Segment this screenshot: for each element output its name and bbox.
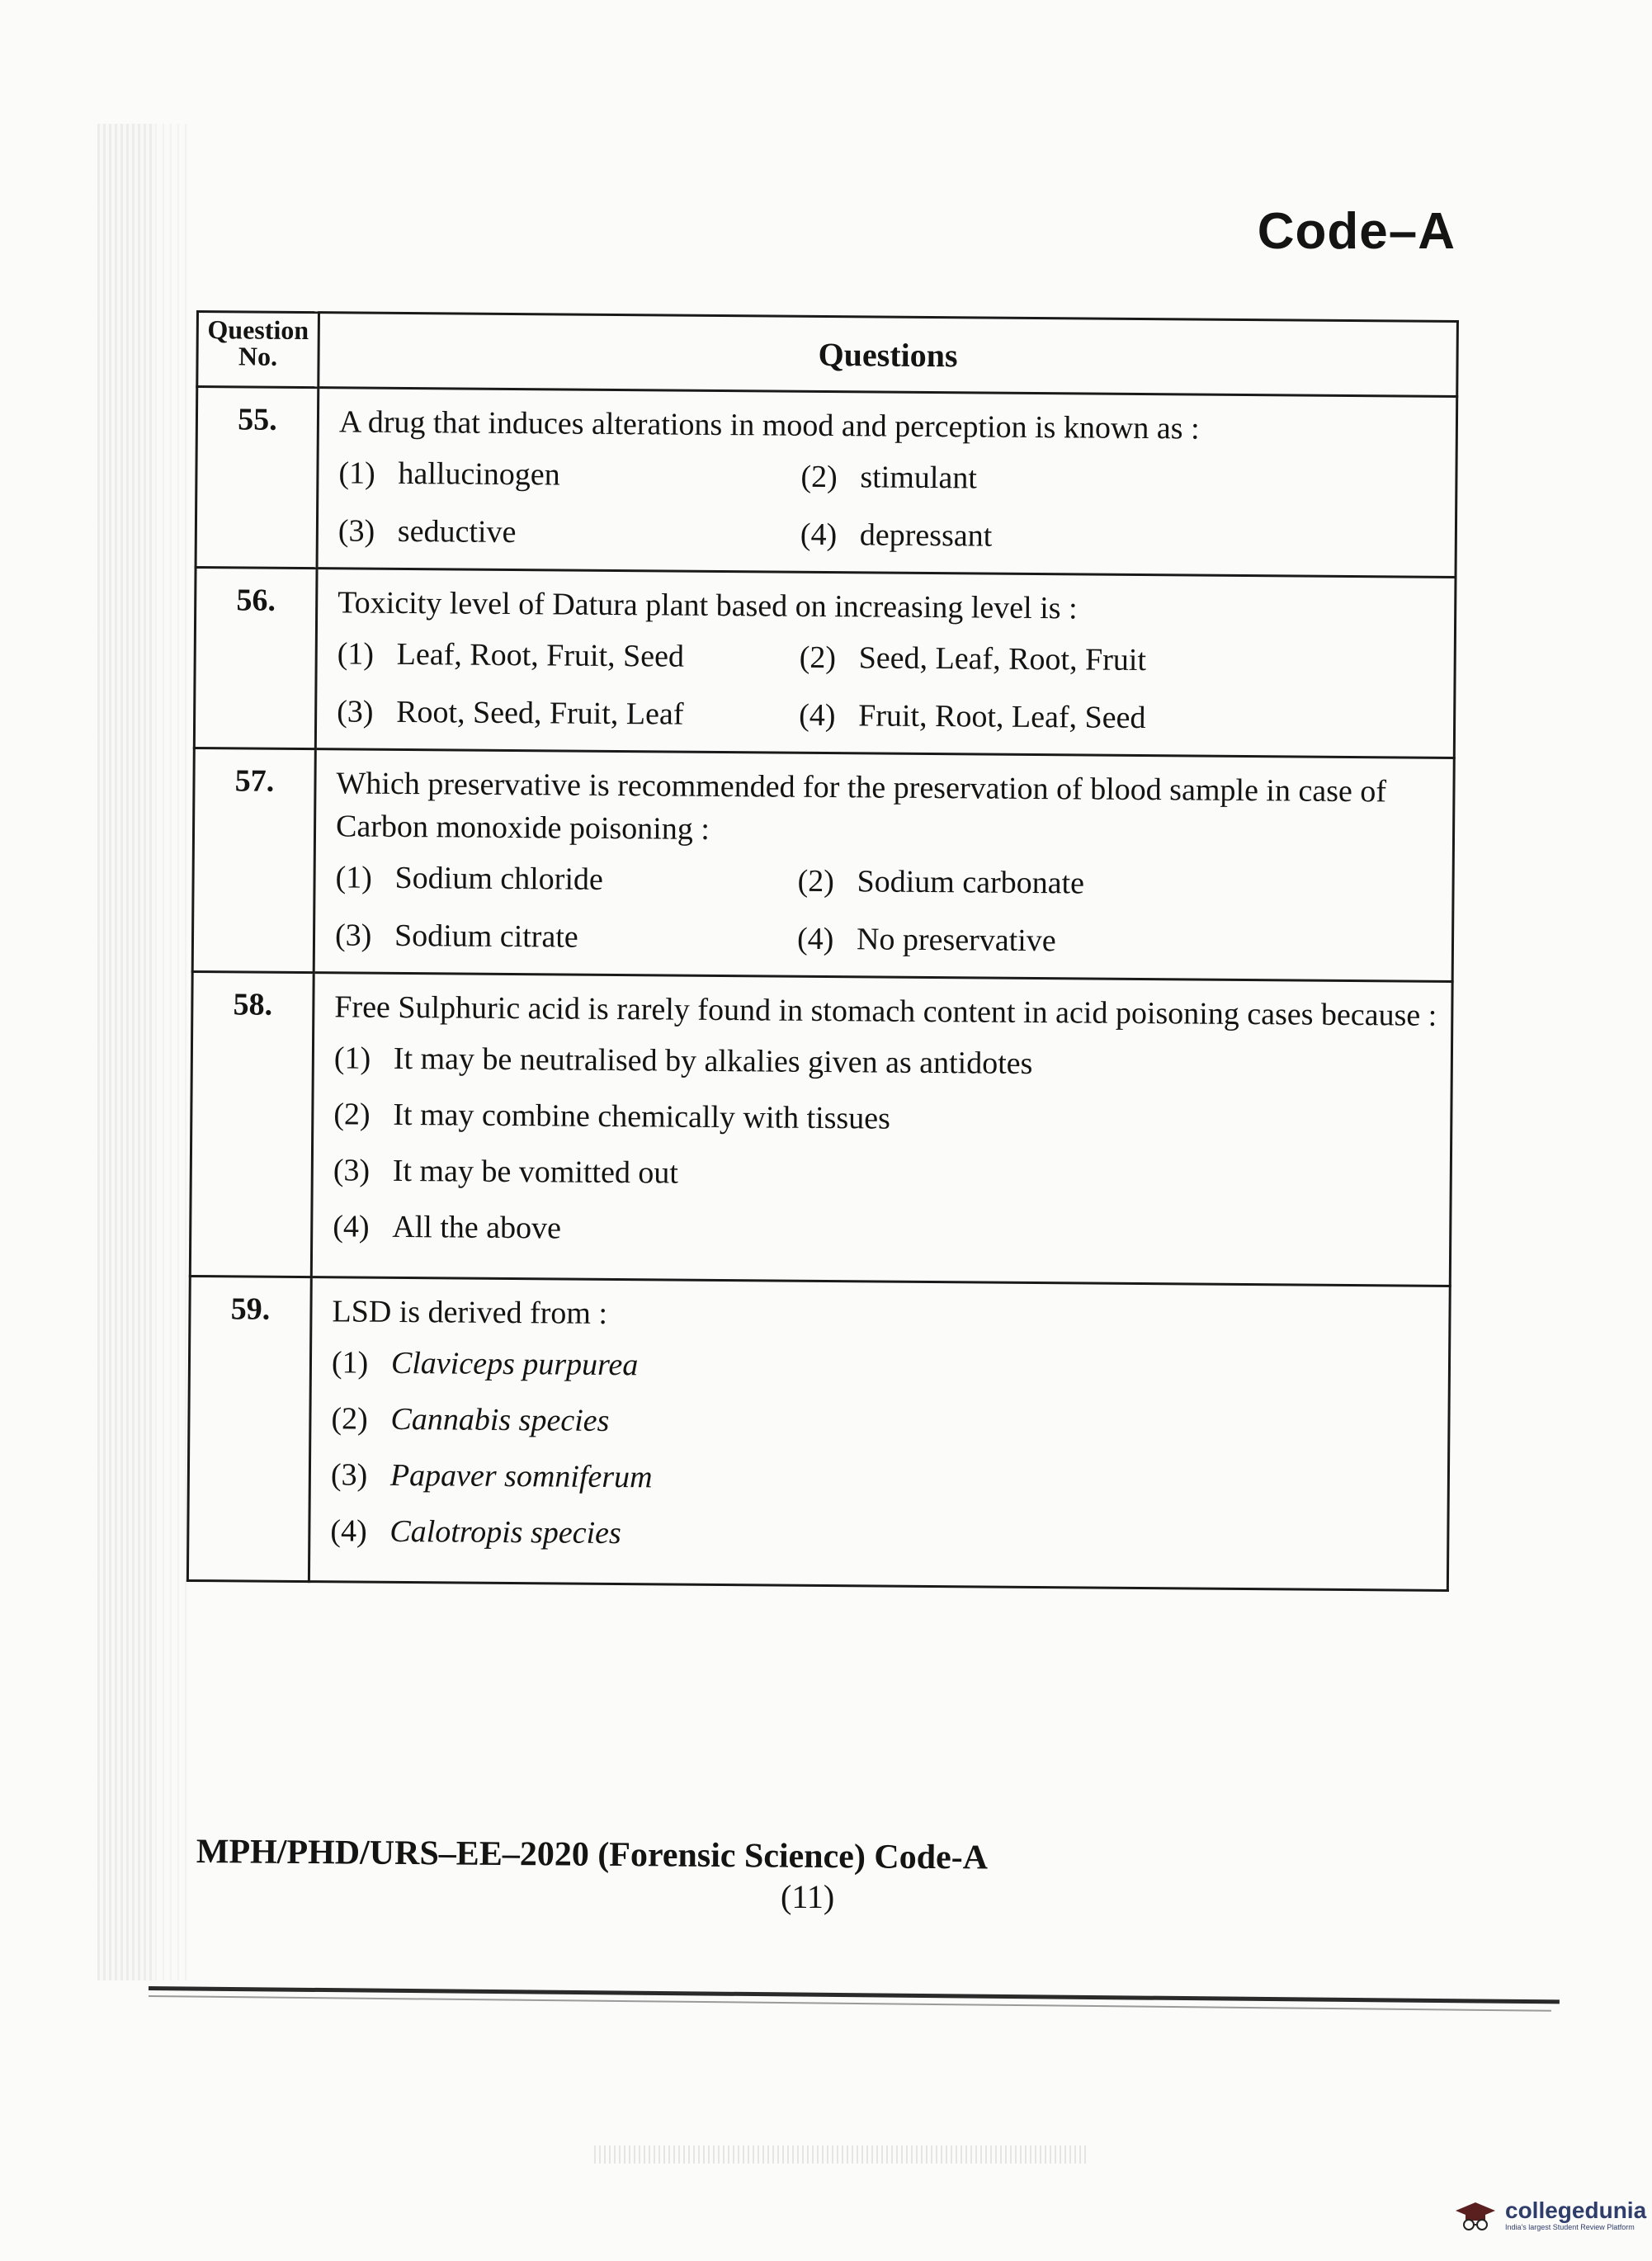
option-text: Seed, Leaf, Root, Fruit (858, 640, 1147, 678)
option-label: (4) (799, 697, 836, 734)
column-header-number: Question No. (197, 312, 319, 388)
answer-option (335, 913, 797, 960)
scan-edge-shadow (97, 124, 155, 1980)
answer-option (337, 632, 800, 678)
option-list (338, 451, 1444, 561)
question-table (186, 310, 1459, 1592)
question-stem: LSD is derived from : (332, 1294, 608, 1331)
option-label: (1) (333, 1041, 371, 1076)
option-label: (3) (333, 1153, 371, 1188)
answer-option (333, 1205, 1437, 1257)
question-number: 57. (192, 748, 315, 972)
answer-option (797, 860, 1440, 908)
scan-edge-shadow-inner (155, 124, 188, 1980)
column-header-questions: Questions (319, 313, 1458, 397)
question-number: 55. (196, 387, 319, 569)
answer-option (330, 1509, 1435, 1561)
question-body (317, 388, 1457, 578)
question-row (192, 748, 1454, 981)
question-stem: Free Sulphuric acid is rarely found in stomach content in acid poisoning cases because : (334, 989, 1437, 1033)
option-label: (4) (796, 921, 834, 957)
option-text: It may combine chemically with tissues (393, 1097, 891, 1136)
option-label: (4) (333, 1209, 370, 1244)
question-body (309, 1277, 1450, 1591)
answer-option (335, 856, 797, 902)
option-label: (1) (338, 456, 375, 491)
option-text: Leaf, Root, Fruit, Seed (396, 636, 685, 674)
option-text: Claviceps purpurea (390, 1345, 639, 1383)
option-label: (3) (330, 1457, 368, 1493)
option-label: (3) (334, 918, 372, 953)
question-body (315, 569, 1456, 758)
option-label: (3) (337, 694, 374, 729)
exam-footer: MPH/PHD/URS–EE–2020 (Forensic Science) Code-A (196, 1833, 989, 1877)
brand-watermark (1452, 2199, 1646, 2232)
option-label: (2) (333, 1097, 371, 1132)
option-list (330, 1341, 1437, 1561)
question-row (187, 1276, 1450, 1590)
question-stem: Which preservative is recommended for the preservation of blood sample in case of Carbon monoxide poisoning : (335, 766, 1387, 847)
code-header: Code–A (1257, 203, 1456, 260)
answer-option (332, 1341, 1437, 1393)
option-list (335, 856, 1441, 965)
option-label: (4) (800, 517, 838, 553)
answer-option (799, 694, 1442, 742)
option-text: Calotropis species (389, 1513, 621, 1551)
question-number: 56. (194, 568, 317, 749)
option-label: (2) (797, 863, 835, 899)
option-label: (4) (330, 1513, 367, 1549)
option-text: All the above (392, 1209, 562, 1246)
brand-name: collegedunia (1505, 2197, 1647, 2223)
page-edge-line (149, 1986, 1560, 2004)
option-label: (1) (335, 860, 373, 895)
option-label: (2) (331, 1401, 368, 1437)
option-text: Fruit, Root, Leaf, Seed (858, 698, 1146, 736)
answer-option (331, 1453, 1436, 1505)
brand-tagline: India's largest Student Review Platform (1505, 2223, 1635, 2231)
question-row (190, 971, 1452, 1286)
option-text: No preservative (856, 922, 1056, 959)
question-list (187, 387, 1456, 1591)
question-number: 58. (190, 971, 314, 1277)
table-header-row (197, 312, 1458, 397)
scan-smudge (594, 2145, 1089, 2164)
page-number: (11) (781, 1878, 835, 1915)
option-text: It may be vomitted out (392, 1153, 679, 1191)
option-label: (1) (331, 1345, 369, 1381)
answer-option (333, 1093, 1438, 1145)
option-label: (2) (799, 640, 837, 676)
option-label: (2) (800, 459, 838, 495)
option-text: Sodium chloride (394, 860, 604, 897)
question-number: 59. (187, 1276, 311, 1581)
answer-option (797, 918, 1440, 965)
question-stem: Toxicity level of Datura plant based on increasing level is : (337, 585, 1078, 626)
option-text: depressant (859, 517, 993, 554)
answer-option (337, 690, 799, 736)
option-list (333, 1036, 1439, 1257)
option-list (337, 632, 1442, 742)
answer-option (800, 636, 1442, 684)
option-text: Papaver somniferum (389, 1457, 653, 1495)
question-row (196, 387, 1457, 578)
option-label: (3) (337, 513, 375, 549)
graduation-cap-logo-icon (1452, 2199, 1502, 2232)
answer-option (800, 456, 1443, 503)
answer-option (334, 1036, 1439, 1088)
answer-option (331, 1397, 1436, 1449)
answer-option (800, 513, 1443, 561)
question-stem: A drug that induces alterations in mood and perception is known as : (338, 404, 1200, 446)
answer-option (333, 1149, 1438, 1201)
question-row (194, 568, 1456, 758)
question-body (311, 973, 1452, 1286)
option-text: Cannabis species (390, 1401, 610, 1438)
option-text: It may be neutralised by alkalies given as antidotes (393, 1041, 1033, 1081)
answer-option (338, 509, 800, 555)
option-text: Sodium carbonate (857, 864, 1085, 901)
option-text: Sodium citrate (394, 918, 578, 955)
option-text: hallucinogen (398, 456, 560, 493)
question-body (314, 749, 1454, 982)
answer-option (338, 451, 800, 498)
option-text: seductive (397, 513, 517, 550)
option-text: stimulant (860, 460, 978, 496)
option-label: (1) (337, 636, 375, 672)
option-text: Root, Seed, Fruit, Leaf (396, 694, 684, 732)
